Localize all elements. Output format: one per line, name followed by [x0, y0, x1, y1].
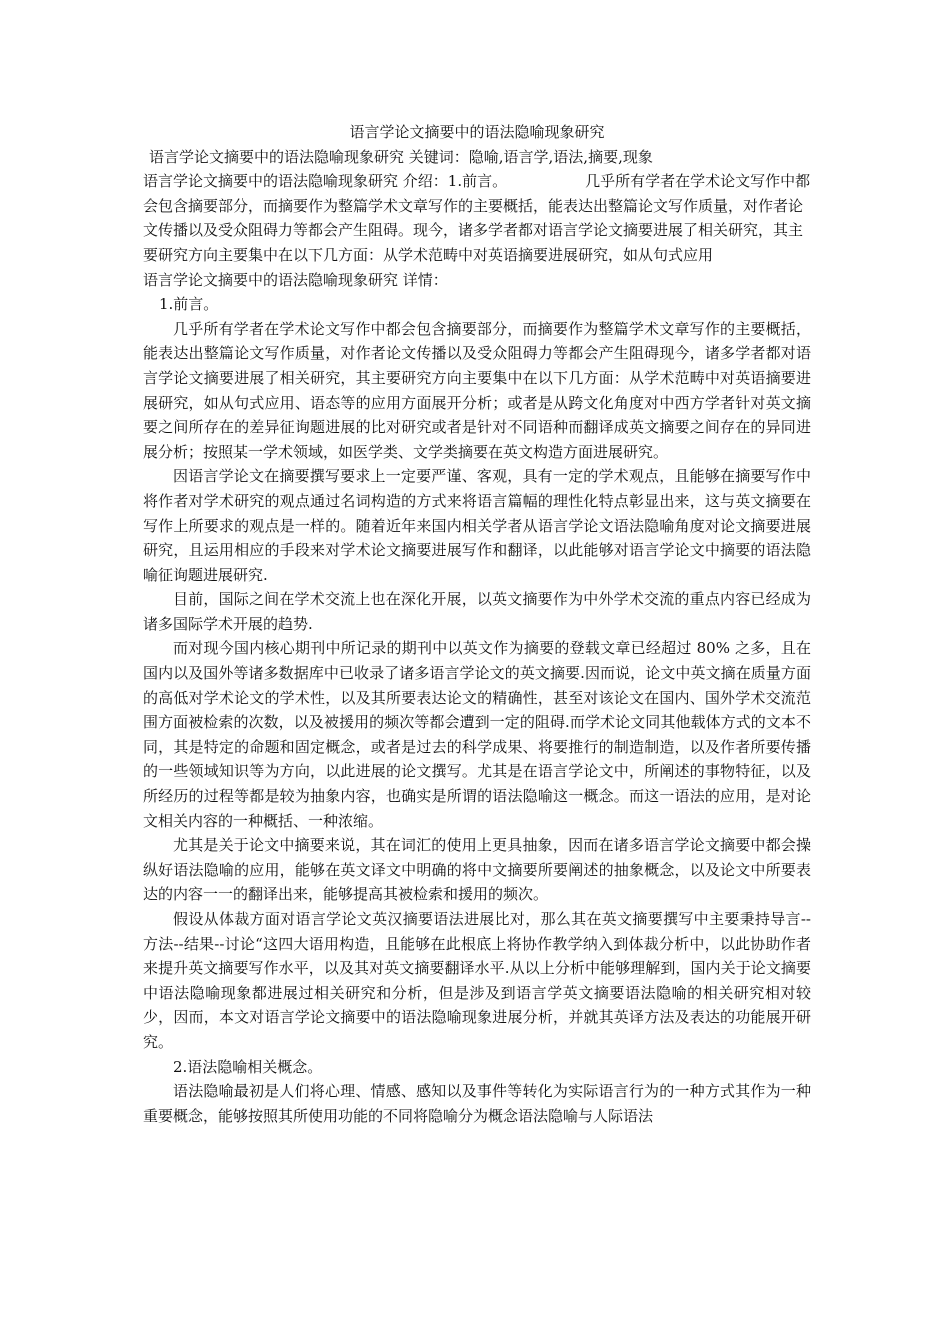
section-heading-grammatical-metaphor: 2.语法隐喻相关概念。: [173, 1057, 323, 1076]
body-paragraph: 几乎所有学者在学术论文写作中都会包含摘要部分，而摘要作为整篇学术文章写作的主要概括，能表达出整篇论文写作质量，对作者论文传播以及受众阻碍力等都会产生阻碍现今，诸多学者都对语言学论文摘要进展了相关研究，其主要研究方向主要集中在以下几方面：从学术范畴中对英语摘要进展研究，如从句式应用、语态等的应用方面展开分析；或者是从跨文化角度对中西方学者针对英文摘要之间所存在的差异征询题进展的比对研究或者是针对不同语种而翻译成英文摘要之间存在的异同进展分析；按照某一学术领域，如医学类、文学类摘要在英文构造方面进展研究。: [143, 319, 811, 461]
document-page: [143, 120, 811, 1128]
intro-lead: 语言学论文摘要中的语法隐喻现象研究 介绍：1.前言。: [143, 172, 508, 191]
document-title: 语言学论文摘要中的语法隐喻现象研究: [349, 123, 605, 141]
body-paragraph: 尤其是关于论文中摘要来说，其在词汇的使用上更具抽象，因而在诸多语言学论文摘要中都会操纵好语法隐喻的应用，能够在英文译文中明确的将中文摘要所要阐述的抽象概念，以及论文中所要表达的内容一一的翻译出来，能够提高其被检索和援用的频次。: [143, 836, 811, 904]
intro-summary: [143, 169, 811, 267]
body-paragraph: 假设从体裁方面对语言学论文英汉摘要语法进展比对，那么其在英文摘要撰写中主要秉持导言--方法--结果--讨论“这四大语用构造，且能够在此根底上将协作教学纳入到体裁分析中，以此协助作者来提升英文摘要写作水平，以及其对英文摘要翻译水平.从以上分析中能够理解到，国内关于论文摘要中语法隐喻现象都进展过相关研究和分析，但是涉及到语言学英文摘要语法隐喻的相关研究相对较少，因而，本文对语言学论文摘要中的语法隐喻现象进展分析，并就其英译方法及表达的功能展开研究。: [143, 910, 811, 1051]
body-paragraph: 目前，国际之间在学术交流上也在深化开展，以英文摘要作为中外学术交流的重点内容已经成为诸多国际学术开展的趋势.: [143, 590, 811, 633]
intro-body: 几乎所有学者在学术论文写作中都会包含摘要部分，而摘要作为整篇学术文章写作的主要概括，能表达出整篇论文写作质量，对作者论文传播以及受众阻碍力等都会产生阻碍。现今，诸多学者都对语言学论文摘要进展了相关研究，其主要研究方向主要集中在以下几方面：从学术范畴中对英语摘要进展研究，如从句式应用: [143, 172, 811, 264]
body-paragraph: 语法隐喻最初是人们将心理、情感、感知以及事件等转化为实际语言行为的一种方式其作为一种重要概念，能够按照其所使用功能的不同将隐喻分为概念语法隐喻与人际语法: [143, 1082, 811, 1125]
body-paragraph: 因语言学论文在摘要撰写要求上一定要严谨、客观，具有一定的学术观点，且能够在摘要写作中将作者对学术研究的观点通过名词构造的方式来将语言篇幅的理性化特点彰显出来，这与英文摘要在写作上所要求的观点是一样的。随着近年来国内相关学者从语言学论文语法隐喻角度对论文摘要进展研究，且运用相应的手段来对学术论文摘要进展写作和翻译，以此能够对语言学论文中摘要的语法隐喻征询题进展研究.: [143, 467, 811, 584]
details-line: 语言学论文摘要中的语法隐喻现象研究 详情：: [143, 270, 448, 289]
body-paragraph: 而对现今国内核心期刊中所记录的期刊中以英文作为摘要的登载文章已经超过 80% 之多，且在国内以及国外等诸多数据库中已收录了诸多语言学论文的英文摘要.因而说，论文中英文摘在质量方面的高低对学术论文的学术性，以及其所要表达论文的精确性，甚至对该论文在国内、国外学术交流范围方面被检索的次数，以及被援用的频次等都会遭到一定的阻碍.而学术论文同其他载体方式的文本不同，其是特定的命题和固定概念，或者是过去的科学成果、将要推行的制造制造，以及作者所要传播的一些领域知识等为方向，以此进展的论文撰写。尤其是在语言学论文中，所阐述的事物特征，以及所经历的过程等都是较为抽象内容，也确实是所谓的语法隐喻这一概念。而这一语法的应用，是对论文相关内容的一种概括、一种浓缩。: [143, 639, 811, 830]
section-heading-preface: 1.前言。: [159, 295, 219, 314]
keywords-line: 语言学论文摘要中的语法隐喻现象研究 关键词：隐喻,语言学,语法,摘要,现象: [149, 147, 653, 166]
